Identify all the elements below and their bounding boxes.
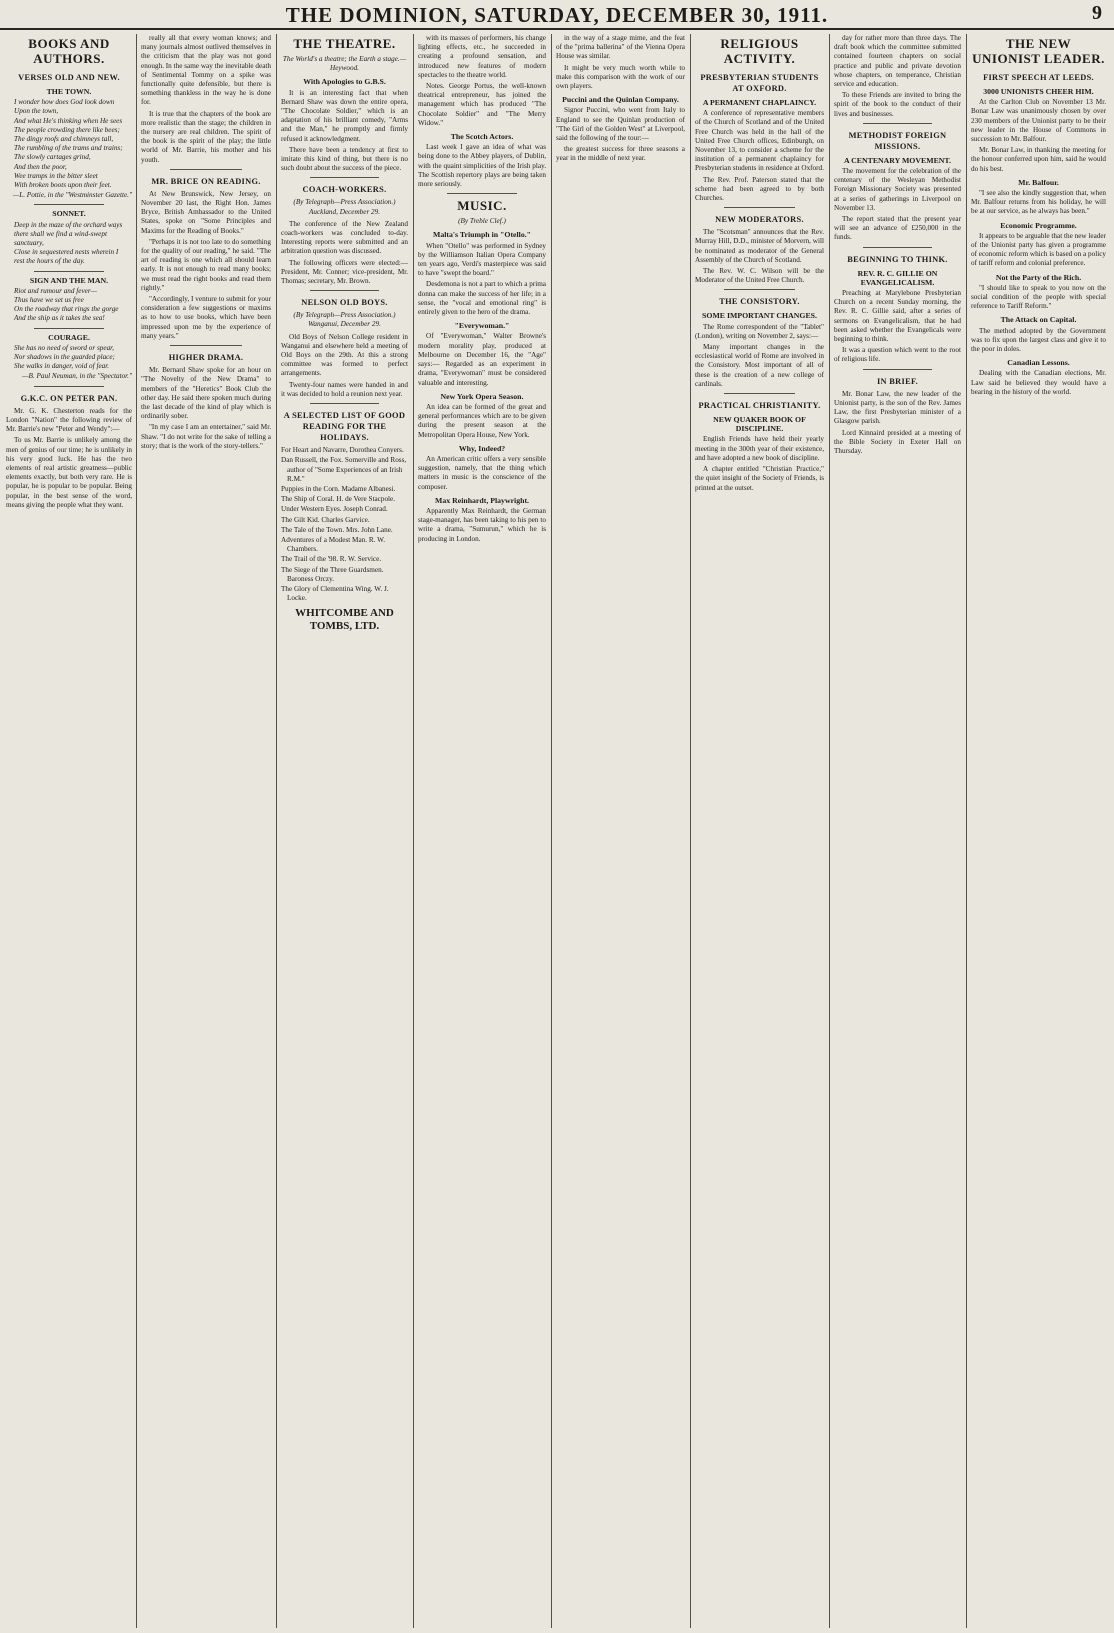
section-heading: MUSIC. xyxy=(457,198,507,214)
poem-lines: She has no need of sword or spear, Nor shadows in the guarded place; She walks in danger, void of fear. xyxy=(14,343,115,371)
article-paragraph: The "Scotsman" announces that the Rev. Murray Hill, D.D., minister of Morvern, will be nominated as moderator of the General Assembly of the Church of Scotland. xyxy=(695,228,824,264)
poem-lines: Riot and rumour and fever— Thus have we set us free On the roadway that rings the gorge And the ship as it takes the sea! xyxy=(14,286,119,323)
article-paragraph: An idea can be formed of the great and general performances which are to be given during the present season at the Metropolitan Opera House, New York. xyxy=(418,402,546,439)
article-paragraph: "Accordingly, I venture to submit for your consideration a few suggestions or maxims as to how to use books, which have been impressed upon me by the experience of many years." xyxy=(141,295,271,340)
article-paragraph: Old Boys of Nelson College resident in Wanganui and elsewhere held a meeting of Old Boys on the 29th. At this a strong committee was formed to perfect arrangements. xyxy=(281,332,408,378)
article-paragraph: Lord Kinnaird presided at a meeting of the Bible Society in Exeter Hall on Thursday. xyxy=(834,428,961,455)
article-paragraph: "I should like to speak to you now on the social condition of the people with special reference to Tariff Reform." xyxy=(971,283,1106,311)
column-rule xyxy=(276,34,277,1628)
list-item: The Ship of Coral. H. de Vere Stacpole. xyxy=(281,495,396,504)
article-title: G.K.C. ON PETER PAN. xyxy=(20,393,118,403)
article-paragraph: Twenty-four names were handed in and it was decided to hold a reunion next year. xyxy=(281,380,408,398)
article-title: VERSES OLD AND NEW. xyxy=(18,73,120,82)
poem-title: COURAGE. xyxy=(48,332,90,342)
article-paragraph: The report stated that the present year will see an advance of £250,000 in the funds. xyxy=(834,215,961,242)
list-item: Dan Russell, the Fox. Somerville and Ross, author of "Some Experiences of an Irish R.M." xyxy=(281,456,407,483)
article-subtitle: NEW QUAKER BOOK OF DISCIPLINE. xyxy=(713,415,806,434)
divider xyxy=(724,289,795,290)
article-paragraph: in the way of a stage mime, and the feat of the "prima ballerina" of the Vienna Opera House was similar. xyxy=(556,34,685,61)
divider xyxy=(310,290,380,291)
reading-list xyxy=(281,446,408,603)
article-paragraph: It is true that the chapters of the book are more realistic than the stage; the children in the nursery are real children. The spirit of the book is the spirit of the play; the little world of Mr. Barrie, his mother and his youth. xyxy=(141,109,271,164)
article-title: HIGHER DRAMA. xyxy=(168,353,244,363)
article-paragraph: Preaching at Marylebone Presbyterian Church on a recent Sunday morning, the Rev. R. C. Gillie said, after a series of sermons on Evangelicalism, that he had been asked whether the Evangelicals were beginning to think. xyxy=(834,289,961,344)
divider xyxy=(310,403,380,404)
article-paragraph: An American critic offers a very sensible suggestion, namely, that the thing which matters in music is the conscience of the composer. xyxy=(418,454,546,491)
article-paragraph: It was a question which went to the root of religious life. xyxy=(834,346,961,364)
section-heading: RELIGIOUS ACTIVITY. xyxy=(720,36,799,66)
column-music-continued xyxy=(556,34,685,1628)
divider xyxy=(170,169,242,170)
article-subtitle: The Attack on Capital. xyxy=(1000,315,1077,325)
column-religious-continued xyxy=(834,34,961,1628)
divider xyxy=(447,193,517,194)
article-paragraph: At the Carlton Club on November 13 Mr. Bonar Law was unanimously chosen by over 230 members of the Unionist party to be their new leader in the House of Commons in succession to Mr. Balfour. xyxy=(971,98,1106,144)
advertisement-title: A SELECTED LIST OF GOOD READING FOR THE HOLIDAYS. xyxy=(283,411,406,443)
column-books-and-authors xyxy=(6,34,132,1628)
section-heading: THE THEATRE. xyxy=(293,36,396,51)
article-byline: (By Treble Clef.) xyxy=(458,217,506,226)
poem-title: SONNET. xyxy=(52,209,86,219)
article-title: PRACTICAL CHRISTIANITY. xyxy=(698,401,821,411)
page-number: 9 xyxy=(1092,2,1102,24)
article-paragraph: Last week I gave an idea of what was being done to the Abbey players, of Dublin, with the quaint simplicities of the Irish play. The Scottish repertory plays are being taken more seriously. xyxy=(418,143,546,189)
article-subtitle: New York Opera Season. xyxy=(440,391,524,401)
article-title: MR. BRICE ON READING. xyxy=(151,176,261,186)
divider xyxy=(310,177,380,178)
article-paragraph: Desdemona is not a part to which a prima donna can make the success of her life; in a sense, the "vocal and emotional ring" is entirely given to the hero of the drama. xyxy=(418,280,546,317)
article-paragraph: At New Brunswick, New Jersey, on November 20 last, the Right Hon. James Bryce, British Ambassador to the United States, spoke on "Some Principles and Maxims for the Reading of Books." xyxy=(141,189,271,235)
article-paragraph: Many important changes in the ecclesiastical world of Rome are involved in the Consistory. Most important of all of these is the creation of a new college of cardinals. xyxy=(695,343,824,388)
divider xyxy=(170,345,242,346)
article-paragraph: The conference of the New Zealand coach-workers was concluded to-day. Interesting reports were submitted and an arbitration question was discussed. xyxy=(281,219,408,256)
divider xyxy=(34,386,103,387)
list-item: Puppies in the Corn. Madame Albanesi. xyxy=(281,484,396,493)
article-paragraph: The Rome correspondent of the "Tablet" (London), writing on November 2, says:— xyxy=(695,322,824,340)
article-subtitle: SOME IMPORTANT CHANGES. xyxy=(702,311,817,321)
article-paragraph: Mr. Bonar Law, the new leader of the Unionist party, is the son of the Rev. James Law, the first Presbyterian minister of a Glasgow parish. xyxy=(834,389,961,426)
article-subtitle: Max Reinhardt, Playwright. xyxy=(435,495,529,505)
article-paragraph: Mr. Bonar Law, in thanking the meeting for the honour conferred upon him, said he would do his best. xyxy=(971,146,1106,173)
list-item: The Glory of Clementina Wing. W. J. Locke. xyxy=(281,584,389,603)
column-theatre xyxy=(281,34,408,1628)
list-item: The Gilt Kid. Charles Garvice. xyxy=(281,515,370,524)
divider xyxy=(34,204,103,205)
divider xyxy=(724,207,795,208)
article-title: METHODIST FOREIGN MISSIONS. xyxy=(848,130,947,151)
divider xyxy=(34,328,103,329)
column-religious-activity xyxy=(695,34,824,1628)
column-rule xyxy=(690,34,691,1628)
article-paragraph: day for rather more than three days. The draft book which the committee submitted contained fourteen chapters on social practice and public and private devotion whose chapters, on temperance, Christian service and education. xyxy=(834,34,961,89)
article-title: BEGINNING TO THINK. xyxy=(847,254,948,264)
article-subtitle: A CENTENARY MOVEMENT. xyxy=(844,155,951,165)
article-paragraph: The Rev. Prof. Paterson stated that the scheme had been agreed to by both Churches. xyxy=(695,175,824,203)
article-subtitle: Puccini and the Quinlan Company. xyxy=(562,95,679,105)
article-title: IN BRIEF. xyxy=(876,376,919,386)
divider xyxy=(34,271,103,272)
article-subtitle: Economic Programme. xyxy=(1000,220,1077,230)
article-paragraph: Notes. George Portus, the well-known theatrical entrepreneur, has joined the management which has produced "The Chocolate Soldier" and "The Merry Widow." xyxy=(418,82,546,127)
poem-signature: —B. Paul Neuman, in the "Spectator." xyxy=(22,372,132,381)
article-paragraph: The following officers were elected:— President, Mr. Conner; vice-president, Mr. Thomas; secretary, Mr. Brown. xyxy=(281,258,408,286)
article-title: NEW MODERATORS. xyxy=(715,215,804,225)
list-item: The Trail of the '98. R. W. Service. xyxy=(281,555,382,564)
article-paragraph: To these Friends are invited to bring the spirit of the book to the conduct of their lives and businesses. xyxy=(834,91,961,118)
article-paragraph: Dealing with the Canadian elections, Mr. Law said he believed they would have a bearing in the history of the world. xyxy=(971,369,1106,396)
section-heading: BOOKS AND AUTHORS. xyxy=(28,36,110,66)
masthead-title: THE DOMINION, SATURDAY, DECEMBER 30, 1911. xyxy=(285,3,829,27)
divider xyxy=(724,393,795,394)
article-paragraph: It might be very much worth while to make this comparison with the work of our own players. xyxy=(556,63,685,91)
article-paragraph: "I see also the kindly suggestion that, when Mr. Balfour returns from his holiday, he will be at our service, as he always has been." xyxy=(971,189,1106,216)
article-subtitle: The Scotch Actors. xyxy=(450,132,514,142)
article-paragraph: "In my case I am an entertainer," said Mr. Shaw. "I do not write for the sake of telling a story; that is the work of the story-tellers." xyxy=(141,423,271,450)
article-byline: (By Telegraph—Press Association.) Auckland, December 29. xyxy=(293,198,396,216)
article-paragraph: A chapter entitled "Christian Practice," the quiet insight of the Society of Friends, is printed at the outset. xyxy=(695,465,824,492)
article-subtitle: Canadian Lessons. xyxy=(1007,358,1070,368)
column-books-continued xyxy=(141,34,271,1628)
article-subtitle: FIRST SPEECH AT LEEDS. xyxy=(983,73,1094,82)
article-title: THE CONSISTORY. xyxy=(719,297,800,307)
article-paragraph: really all that every woman knows; and many journals almost outlived themselves in the criticism that the play was not good enough. In the same way the inevitable death of Sentimental Tommy on a spike was functionally quite defensible, but there is something thankless in the way he is done for. xyxy=(141,34,271,107)
list-item: The Tale of the Town. Mrs. John Lane. xyxy=(281,525,393,534)
article-title: PRESBYTERIAN STUDENTS AT OXFORD. xyxy=(700,73,819,93)
article-paragraph: It appears to be arguable that the new leader of the Unionist party has given a programme of economic reform which is based on a policy of tariff reform and colonial preference. xyxy=(971,231,1106,268)
article-subtitle: 3000 UNIONISTS CHEER HIM. xyxy=(983,87,1094,96)
column-rule xyxy=(413,34,414,1628)
column-rule xyxy=(551,34,552,1628)
article-paragraph: A conference of representative members of the Church of Scotland and of the United Free Church was held in the hall of the United Free Church offices, Edinburgh, on November 13, to consider a scheme for the institution of a permanent chaplaincy for Presbyterian students in residence at Oxford. xyxy=(695,109,824,173)
article-paragraph: Apparently Max Reinhardt, the German stage-manager, has been taking to his pen to write a drama, "Sumurun," which he is producing in London. xyxy=(418,506,546,543)
divider xyxy=(863,369,933,370)
article-paragraph: the greatest success for three seasons a year in the middle of next year. xyxy=(556,145,685,163)
article-paragraph: Signor Puccini, who went from Italy to England to see the Quinlan production of "The Girl of the Golden West" at Liverpool, said the following of the tour:— xyxy=(556,106,685,143)
section-heading: THE NEW UNIONIST LEADER. xyxy=(972,36,1105,66)
article-title: NELSON OLD BOYS. xyxy=(301,298,388,308)
advertiser-name: WHITCOMBE AND TOMBS, LTD. xyxy=(295,607,394,633)
article-paragraph: Mr. G. K. Chesterton reads for the London "Nation" the following review of Mr. Barrie's new "Peter and Wendy":— xyxy=(6,406,132,434)
column-rule xyxy=(136,34,137,1628)
poem-title: SIGN AND THE MAN. xyxy=(29,275,109,285)
article-paragraph: When "Otello" was performed in Sydney by the Williamson Italian Opera Company ten years ago, Verdi's masterpiece was said to have "swept the board." xyxy=(418,241,546,278)
article-paragraph: with its masses of performers, his change lighting effects, etc., he succeeded in creating a profound sensation, and introduced new features of modern spectacles to the theatre world. xyxy=(418,34,546,79)
epigraph: The World's a theatre; the Earth a stage.—Heywood. xyxy=(282,55,407,73)
divider xyxy=(863,123,933,124)
article-subtitle: Malta's Triumph in "Otello." xyxy=(432,230,532,240)
article-subtitle: Why, Indeed? xyxy=(458,443,506,453)
list-item: Under Western Eyes. Joseph Conrad. xyxy=(281,505,388,514)
column-unionist-leader xyxy=(971,34,1106,1628)
article-paragraph: Of "Everywoman," Walter Browne's modern morality play, produced at Melbourne on December 16, the "Age" says:— Regarded as an experiment in drama, "Everywoman" must be considered valuable and interesting. xyxy=(418,332,546,387)
poem-title: THE TOWN. xyxy=(46,87,92,96)
article-paragraph: English Friends have held their yearly meeting in the 300th year of their existence, and have adopted a new book of discipline. xyxy=(695,435,824,462)
article-paragraph: "Perhaps it is not too late to do something for the quality of our reading," he said. "The art of reading is one which all should learn early. It is not enough to read many books; we must read the right books and read them rightly." xyxy=(141,237,271,292)
poem-lines: Deep in the maze of the orchard ways there shall we find a wind-swept sanctuary, Close in sequestered nests wherein I rest the hours of the day. xyxy=(14,220,123,266)
article-paragraph: The Rev. W. C. Wilson will be the Moderator of the United Free Church. xyxy=(695,267,824,285)
masthead xyxy=(0,0,1114,30)
article-subtitle: Mr. Balfour. xyxy=(1018,177,1059,187)
column-music xyxy=(418,34,546,1628)
list-item: For Heart and Navarre, Dorothea Conyers. xyxy=(281,446,404,455)
column-rule xyxy=(966,34,967,1628)
divider xyxy=(863,247,933,248)
article-byline: (By Telegraph—Press Association.) Wanganui, December 29. xyxy=(293,311,396,329)
article-subtitle: "Everywoman." xyxy=(454,321,510,331)
column-rule xyxy=(829,34,830,1628)
article-subtitle: With Apologies to G.B.S. xyxy=(303,77,386,87)
article-subtitle: A PERMANENT CHAPLAINCY. xyxy=(702,98,817,107)
article-paragraph: It is an interesting fact that when Bernard Shaw was down the entire opera, "The Chocolate Soldier," which is an adaptation of his brilliant comedy, "Arms and the Man," he promptly and firmly refused it acknowledgment. xyxy=(281,88,408,143)
article-paragraph: The movement for the celebration of the centenary of the Wesleyan Methodist Foreign Missionary Society was presented at a series of gatherings in Liverpool on November 13. xyxy=(834,167,961,212)
poem-lines: I wonder how does God look down Upon the town, And what He's thinking when He sees The people crowding there like bees; The dingy roofs and chimneys tall, The rumbling of the trams and trains; The slowly cartages grind, And then the poor, Wee tramps in the bitter sleet With broken boots upon their feet. xyxy=(14,98,123,190)
article-paragraph: The method adopted by the Government was to fix upon the largest class and give it to the poor in doles. xyxy=(971,326,1106,354)
list-item: Adventures of a Modest Man. R. W. Chambers. xyxy=(281,535,386,554)
article-subtitle: Not the Party of the Rich. xyxy=(995,272,1082,282)
article-paragraph: Mr. Bernard Shaw spoke for an hour on "The Novelty of the New Drama" to members of the "Heretics" Book Club the other day. He said there spoken much during the last decade of the kind of play which is ordinarily sober. xyxy=(141,366,271,421)
article-subtitle: REV. R. C. GILLIE ON EVANGELICALISM. xyxy=(857,268,938,287)
list-item: The Siege of the Three Guardsmen. Baroness Orczy. xyxy=(281,565,384,583)
article-title: COACH-WORKERS. xyxy=(302,185,387,195)
article-paragraph: There have been a tendency at first to imitate this kind of thing, but there is no such doubt about the success of the piece. xyxy=(281,145,408,173)
article-paragraph: To us Mr. Barrie is unlikely among the men of genius of our time; he is unlikely in his very good luck. He has the two elements of real artistic greatness—public elements exactly, but both very rare. He is popular, he is popular to be popular. Being popular, in the best sense of the word, means giving the people what they want. xyxy=(6,436,132,509)
poem-signature: —L. Pottie, in the "Westminster Gazette." xyxy=(12,191,132,200)
